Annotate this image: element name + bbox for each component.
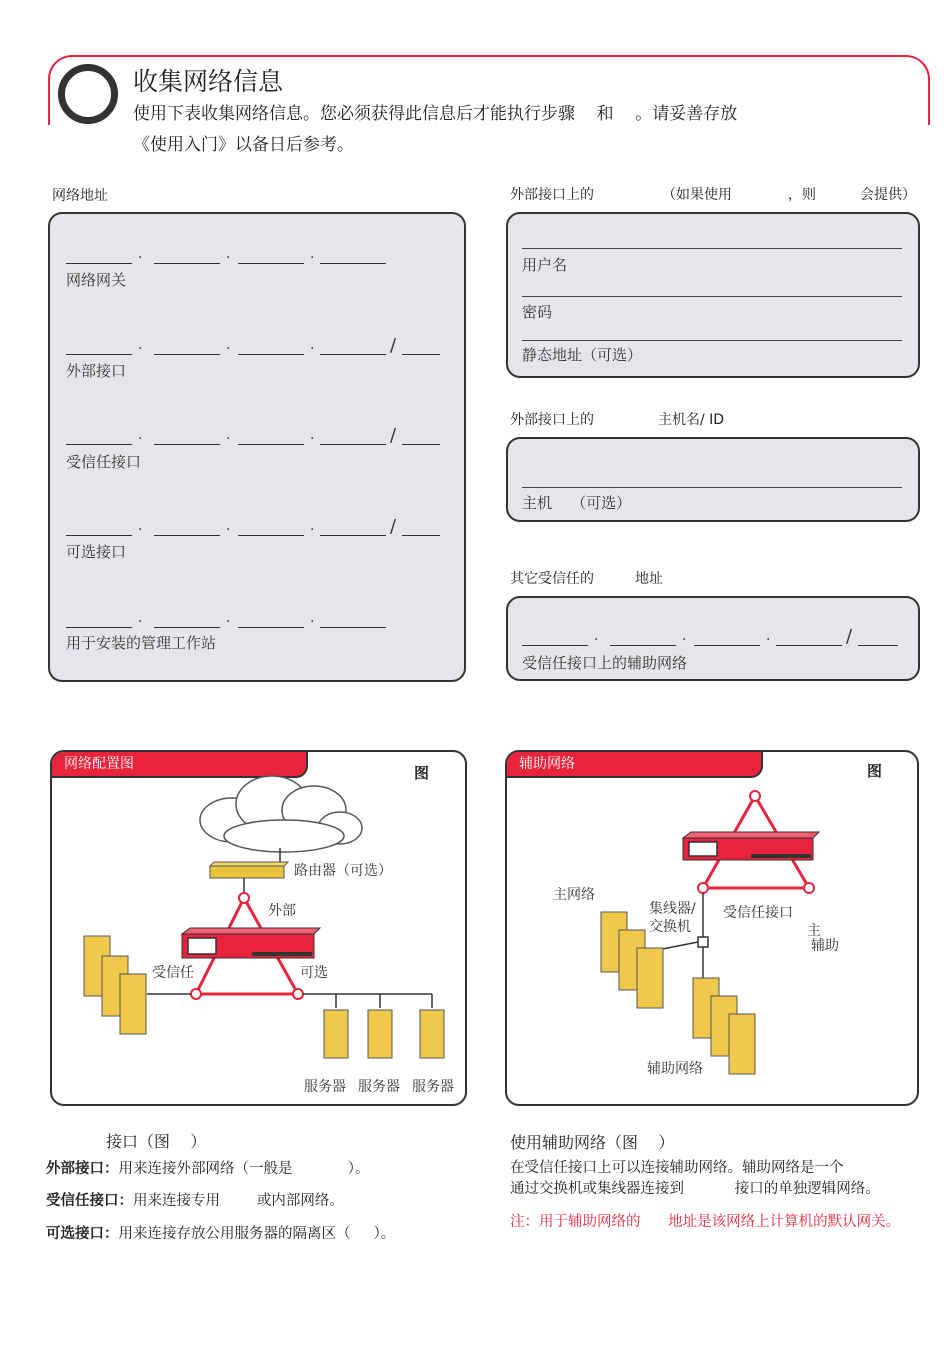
secondary-network-svg (507, 752, 919, 1106)
optional-interface-note: 可选接口：用来连接存放公用服务器的隔离区（ ）。 (46, 1226, 396, 1242)
trusted-interface-note: 受信任接口：用来连接专用 或内部网络。 (46, 1193, 344, 1209)
secondary-section-title: 使用辅助网络（图 ） (510, 1133, 675, 1152)
circle-icon (58, 64, 118, 124)
username-label: 用户名 (522, 256, 568, 274)
network-config-diagram (50, 750, 467, 1106)
figure-label-left: 图 (414, 764, 430, 782)
cloud-icon (200, 776, 362, 852)
optional-label: 可选接口 (66, 543, 127, 561)
trusted-interface-label: 受信任接口 (723, 905, 793, 921)
firewall-icon (683, 832, 819, 860)
username-line[interactable] (522, 248, 902, 249)
network-config-tab: 网络配置图 (52, 752, 308, 778)
server-label-1: 服务器 (304, 1079, 346, 1095)
static-address-line[interactable] (522, 340, 902, 341)
optional-servers-icon (324, 1010, 444, 1058)
primary-network-label: 主网络 (553, 887, 595, 903)
trusted-label: 受信任接口 (66, 453, 142, 471)
static-address-label: 静态地址（可选） (522, 346, 643, 364)
trusted-if-label: 受信任 (152, 965, 194, 981)
password-line[interactable] (522, 296, 902, 297)
external-if-label: 外部 (268, 903, 296, 919)
firewall-icon (182, 928, 320, 958)
hostname-line[interactable] (522, 487, 902, 488)
secondary-network-diagram (505, 750, 919, 1106)
router-label: 路由器（可选） (294, 863, 392, 879)
header-desc-2: 《使用入门》以备日后参考。 (133, 135, 354, 155)
mgmt-label: 用于安装的管理工作站 (66, 634, 217, 652)
external-label: 外部接口 (66, 362, 127, 380)
secondary-section-line2: 通过交换机或集线器连接到 接口的单独逻辑网络。 (510, 1181, 880, 1197)
hub-switch-label-1: 集线器/ (649, 901, 696, 917)
secondary-section-line1: 在受信任接口上可以连接辅助网络。辅助网络是一个 (510, 1160, 844, 1176)
hub-switch-label-2: 交换机 (649, 919, 691, 935)
secondary-network-tab: 辅助网络 (507, 752, 763, 778)
secondary-network-label: 受信任接口上的辅助网络 (522, 654, 688, 672)
figure-label-right: 图 (867, 762, 883, 780)
interfaces-title: 接口（图 ） (106, 1132, 207, 1151)
secondary-section-note: 注：用于辅助网络的 地址是该网络上计算机的默认网关。 (510, 1214, 901, 1230)
server-label-2: 服务器 (358, 1079, 400, 1095)
hub-switch-icon (698, 937, 708, 947)
server-label-3: 服务器 (412, 1079, 454, 1095)
primary-label: 主 (807, 923, 821, 939)
secondary-label: 辅助 (811, 938, 839, 954)
hostname-label: 主机 （可选） (522, 494, 632, 512)
password-label: 密码 (522, 303, 553, 321)
network-addresses-heading: 网络地址 (52, 188, 108, 204)
router-icon (210, 862, 288, 878)
secondary-network-caption: 辅助网络 (647, 1061, 703, 1077)
header-desc-1: 使用下表收集网络信息。您必须获得此信息后才能执行步骤 和 。请妥善存放 (133, 104, 738, 124)
trusted-servers-icon (84, 936, 146, 1034)
network-config-svg (52, 752, 467, 1106)
external-interface-note: 外部接口：用来连接外部网络（一般是 ）。 (46, 1161, 370, 1177)
page-title: 收集网络信息 (133, 67, 284, 96)
optional-if-label: 可选 (300, 965, 328, 981)
gateway-label: 网络网关 (66, 271, 127, 289)
